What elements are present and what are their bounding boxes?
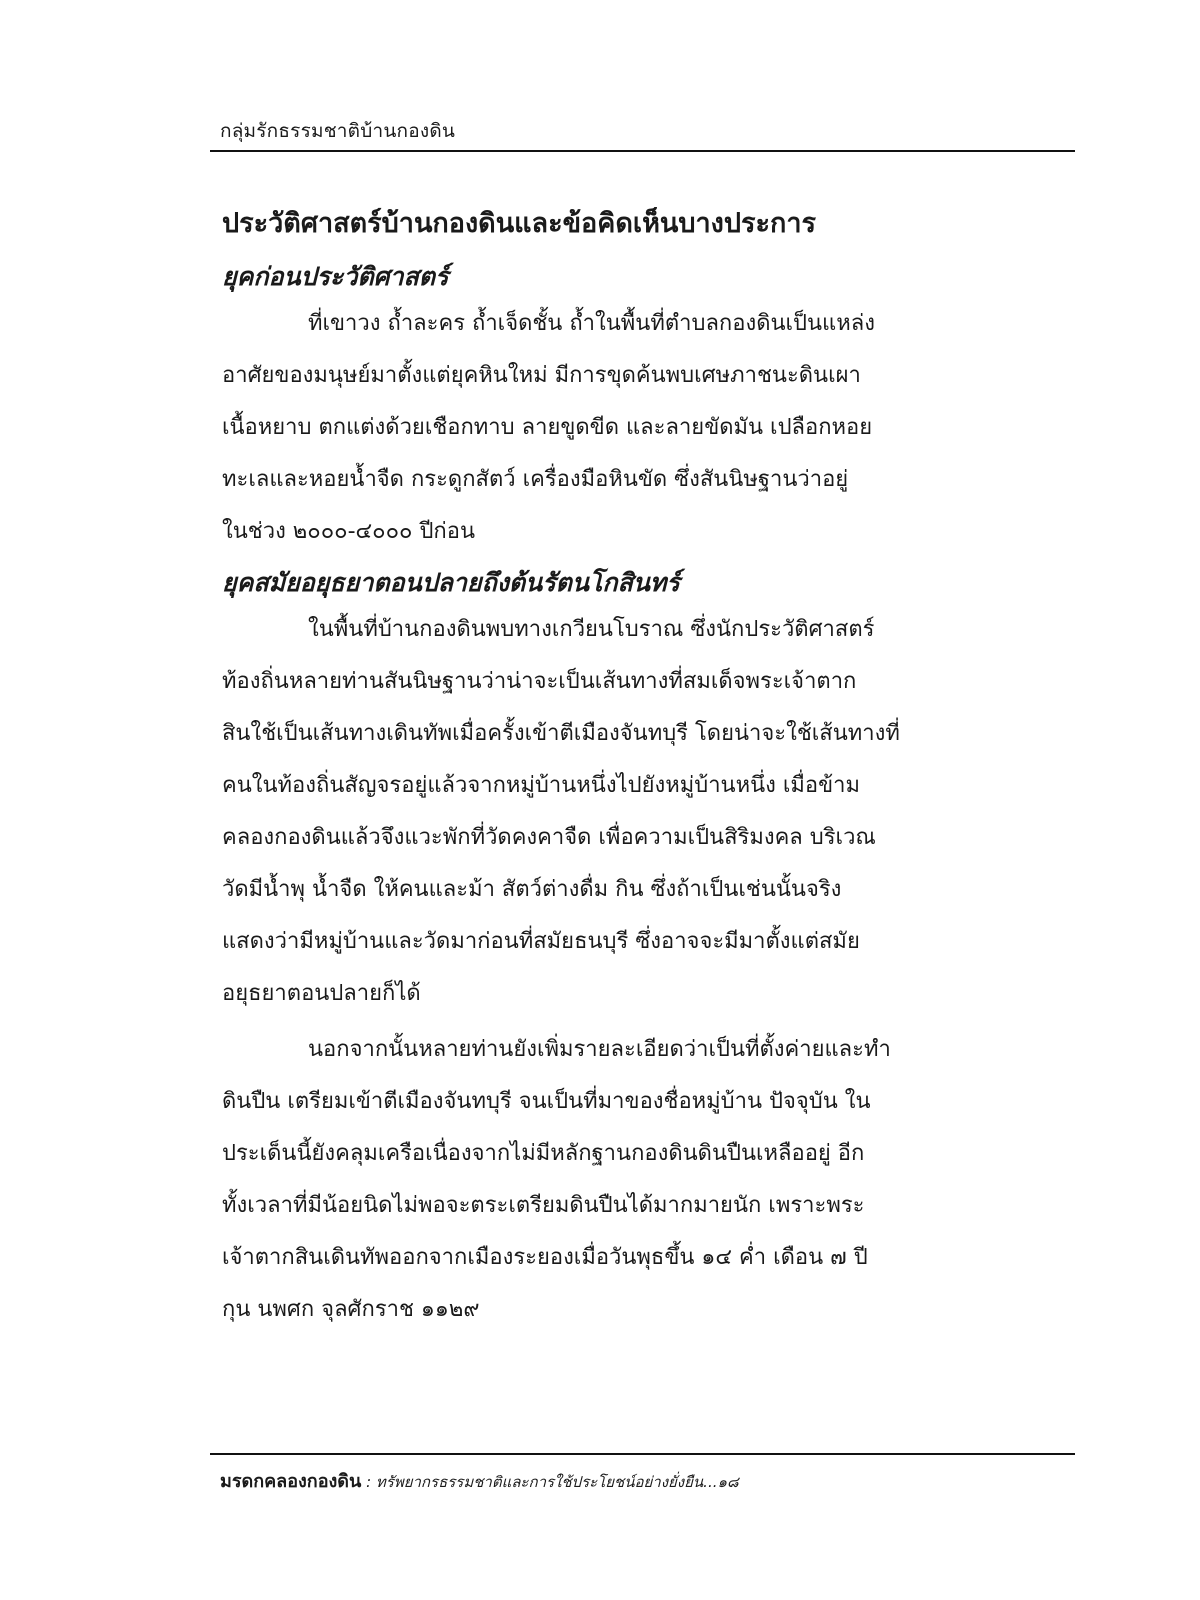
text-line: คนในท้องถิ่นสัญจรอยู่แล้วจากหมู่บ้านหนึ่งไปยังหมู่บ้านหนึ่ง เมื่อข้าม [222, 773, 860, 798]
footer-subtitle: : ทรัพยากรธรรมชาติและการใช้ประโยชน์อย่างยั่งยืน...๑๘ [361, 1473, 739, 1491]
text-line: กุน นพศก จุลศักราช ๑๑๒๙ [222, 1297, 480, 1322]
text-line: แสดงว่ามีหมู่บ้านและวัดมาก่อนที่สมัยธนบุรี ซึ่งอาจจะมีมาตั้งแต่สมัย [222, 929, 860, 954]
text-line: ในพื้นที่บ้านกองดินพบทางเกวียนโบราณ ซึ่งนักประวัติศาสตร์ [308, 617, 875, 642]
sections-container [222, 256, 1064, 1336]
text-line: ทั้งเวลาที่มีน้อยนิดไม่พอจะตระเตรียมดินปืนได้มากมายนัก เพราะพระ [222, 1193, 865, 1218]
footer-book-title: มรดกคลองกองดิน [220, 1471, 362, 1492]
running-header: กลุ่มรักธรรมชาติบ้านกองดิน [220, 120, 456, 142]
text-line: เจ้าตากสินเดินทัพออกจากเมืองระยองเมื่อวันพุธขึ้น ๑๔ ค่ำ เดือน ๗ ปี [222, 1245, 868, 1270]
paragraph [222, 1024, 1064, 1336]
text-line: ทะเลและหอยน้ำจืด กระดูกสัตว์ เครื่องมือหินขัด ซึ่งสันนิษฐานว่าอยู่ [222, 467, 849, 492]
text-line: ประเด็นนี้ยังคลุมเครือเนื่องจากไม่มีหลักฐานกองดินดินปืนเหลืออยู่ อีก [222, 1141, 865, 1166]
text-line: ในช่วง ๒๐๐๐-๔๐๐๐ ปีก่อน [222, 519, 475, 544]
paragraph [222, 604, 1064, 1020]
text-line: อยุธยาตอนปลายก็ได้ [222, 981, 421, 1006]
text-line: ที่เขาวง ถ้ำละคร ถ้ำเจ็ดชั้น ถ้ำในพื้นที่ตำบลกองดินเป็นแหล่ง [308, 311, 875, 336]
text-line: เนื้อหยาบ ตกแต่งด้วยเชือกทาบ ลายขูดขีด และลายขัดมัน เปลือกหอย [222, 415, 873, 440]
text-line: อาศัยของมนุษย์มาตั้งแต่ยุคหินใหม่ มีการขุดค้นพบเศษภาชนะดินเผา [222, 363, 861, 388]
page-title: ประวัติศาสตร์บ้านกองดินและข้อคิดเห็นบางประการ [222, 208, 816, 239]
page-footer [220, 1466, 739, 1495]
paragraph [222, 298, 1064, 558]
header-rule [210, 150, 1075, 152]
text-line: นอกจากนั้นหลายท่านยังเพิ่มรายละเอียดว่าเป็นที่ตั้งค่ายและทำ [308, 1037, 891, 1062]
section-heading: ยุคก่อนประวัติศาสตร์ [222, 262, 449, 291]
text-line: วัดมีน้ำพุ น้ำจืด ให้คนและม้า สัตว์ต่างดื่ม กิน ซึ่งถ้าเป็นเช่นนั้นจริง [222, 877, 842, 902]
text-line: สินใช้เป็นเส้นทางเดินทัพเมื่อครั้งเข้าตีเมืองจันทบุรี โดยน่าจะใช้เส้นทางที่ [222, 721, 900, 746]
text-line: ดินปืน เตรียมเข้าตีเมืองจันทบุรี จนเป็นที่มาของชื่อหมู่บ้าน ปัจจุบัน ใน [222, 1089, 871, 1114]
text-line: ท้องถิ่นหลายท่านสันนิษฐานว่าน่าจะเป็นเส้นทางที่สมเด็จพระเจ้าตาก [222, 669, 857, 694]
page-content [222, 200, 1064, 1340]
section-heading: ยุคสมัยอยุธยาตอนปลายถึงต้นรัตนโกสินทร์ [222, 568, 680, 597]
text-line: คลองกองดินแล้วจึงแวะพักที่วัดคงคาจืด เพื่อความเป็นสิริมงคล บริเวณ [222, 825, 876, 850]
footer-rule [210, 1453, 1075, 1455]
